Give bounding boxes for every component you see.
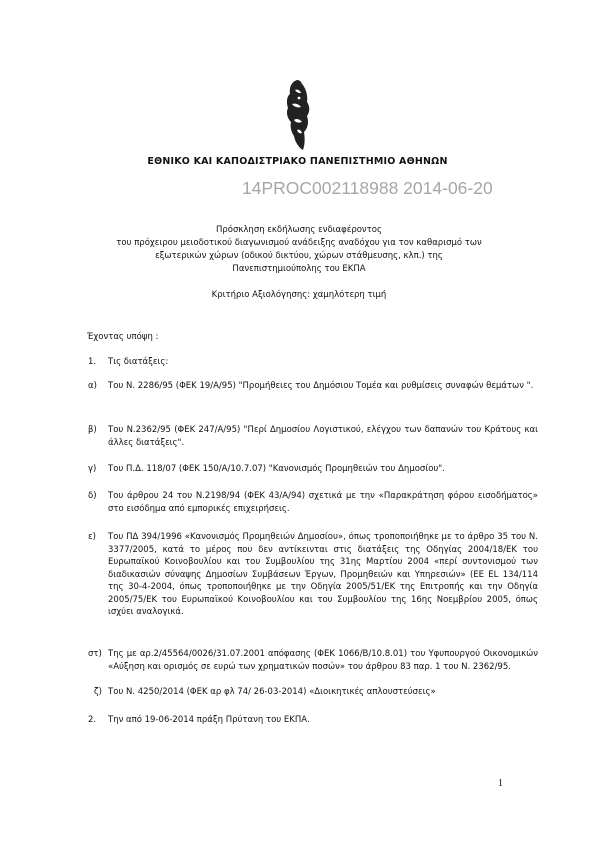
considering-heading: Έχοντας υπόψη : bbox=[87, 332, 159, 342]
athena-head-logo bbox=[283, 78, 313, 152]
list-item-text: Του Π.Δ. 118/07 (ΦΕΚ 150/Α/10.7.07) "Κανονισμός Προμηθειών του Δημοσίου". bbox=[108, 464, 445, 474]
title-line: Πρόσκληση εκδήλωσης ενδιαφέροντος bbox=[216, 225, 382, 235]
list-marker: 1. bbox=[88, 357, 97, 367]
list-item-text: Του Ν. 4250/2014 (ΦΕΚ αρ φλ 74/ 26-03-2014) «Διοικητικές απλουστεύσεις» bbox=[108, 687, 436, 697]
list-marker: στ) bbox=[88, 649, 102, 659]
page-number: 1 bbox=[498, 778, 503, 789]
list-marker: δ) bbox=[88, 491, 97, 501]
title-line: του πρόχειρου μειοδοτικού διαγωνισμού ανάδειξης αναδόχου για τον καθαρισμό των bbox=[116, 238, 482, 248]
list-item-text: Του ΠΔ 394/1996 «Κανονισμός Προμηθειών Δημοσίου», όπως τροποποιήθηκε με το άρθρο 35 του Ν. 3377/2005, κατά το μέρος που δεν αντίκεινται στις διατάξεις της Οδηγίας 2004/18/ΕΚ του Ευρωπαϊκού Κοινοβουλίου και του Συμβουλίου της 31ης Μαρτίου 2004 «περί συντονισμού των διαδικασιών σύναψης Δημοσίων Συμβάσεων Έργων, Προμηθειών και Υπηρεσιών» (EE EL 134/114 της 30-4-2004, όπως τροποποιήθηκε με την Οδηγία 2005/51/ΕΚ της Επιτροπής και την Οδηγία 2005/75/ΕΚ του Ευρωπαϊκού Κοινοβουλίου και του Συμβουλίου της 16ης Νοεμβρίου 2005, όπως ισχύει αναλογικά. bbox=[108, 532, 538, 617]
evaluation-criterion: Κριτήριο Αξιολόγησης: χαμηλότερη τιμή bbox=[211, 290, 387, 300]
title-line: εξωτερικών χώρων (οδικού δικτύου, χώρων στάθμευσης, κλπ.) της bbox=[155, 251, 443, 261]
list-marker: α) bbox=[88, 381, 97, 391]
title-line: Πανεπιστημιούπολης του ΕΚΠΑ bbox=[232, 264, 366, 274]
protocol-number: 14PROC002118988 2014-06-20 bbox=[242, 178, 493, 198]
list-item-text: Την από 19-06-2014 πράξη Πρύτανη του ΕΚΠΑ. bbox=[108, 715, 310, 725]
list-marker: γ) bbox=[88, 464, 97, 474]
list-marker: ε) bbox=[88, 532, 96, 542]
document-title bbox=[60, 224, 538, 276]
list-item-text: Του Ν.2362/95 (ΦΕΚ 247/Α/95) "Περί Δημοσίου Λογιστικού, ελέγχου των δαπανών του Κράτους και άλλες διατάξεις". bbox=[108, 425, 538, 448]
university-name: ΕΘΝΙΚΟ ΚΑΙ ΚΑΠΟΔΙΣΤΡΙΑΚΟ ΠΑΝΕΠΙΣΤΗΜΙΟ ΑΘΗΝΩΝ bbox=[147, 156, 448, 167]
list-marker: β) bbox=[88, 425, 97, 435]
list-item-text: Του άρθρου 24 του Ν.2198/94 (ΦΕΚ 43/Α/94) σχετικά με την «Παρακράτηση φόρου εισοδήματος» στο εισόδημα από εμπορικές επιχειρήσεις. bbox=[108, 491, 538, 514]
list-item-text: Της με αρ.2/45564/0026/31.07.2001 απόφασης (ΦΕΚ 1066/Β/10.8.01) του Υφυπουργού Οικονομικών «Αύξηση και ορισμός σε ευρώ των χρηματικών ποσών» του άρθρου 83 παρ. 1 του Ν. 2362/95. bbox=[108, 649, 538, 672]
list-marker: ζ) bbox=[94, 687, 102, 697]
list-item-text: Του Ν. 2286/95 (ΦΕΚ 19/Α/95) "Προμήθειες του Δημόσιου Τομέα και ρυθμίσεις συναφών θεμάτων ". bbox=[108, 381, 534, 391]
list-marker: 2. bbox=[88, 715, 97, 725]
list-item-text: Τις διατάξεις: bbox=[108, 357, 169, 367]
